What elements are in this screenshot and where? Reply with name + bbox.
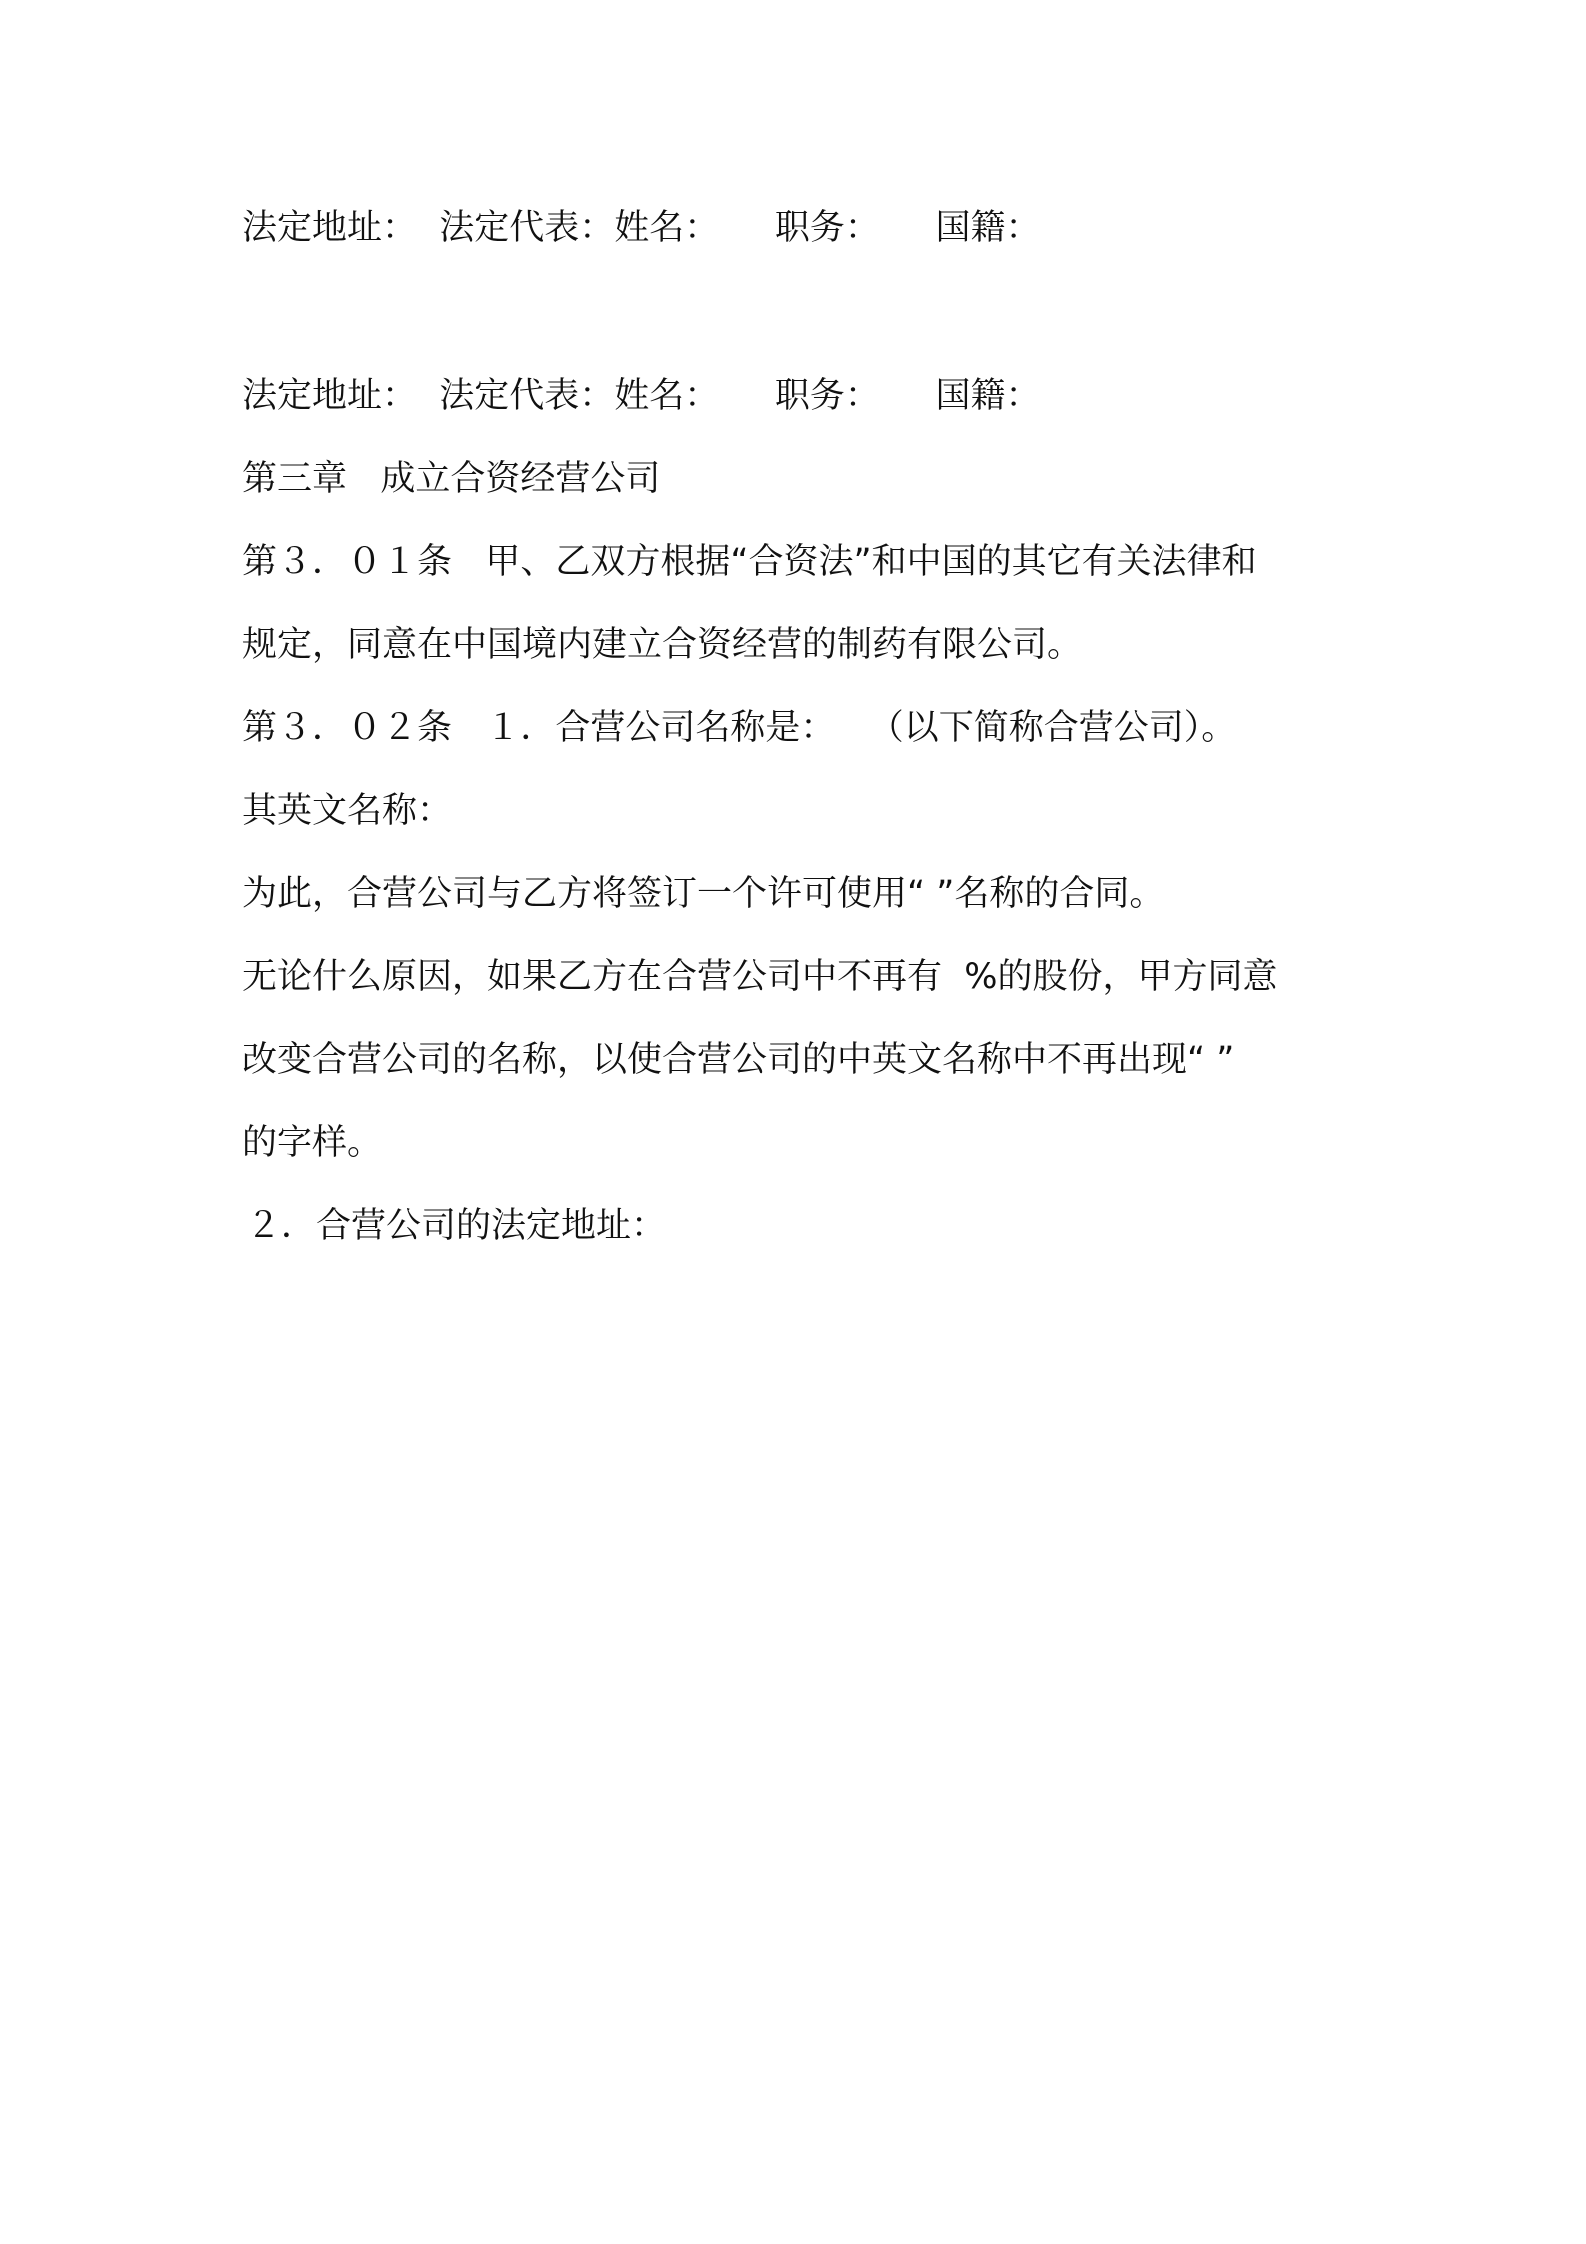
legal-address-line-2: 法定地址： 法定代表：姓名： 职务： 国籍： (242, 376, 1041, 416)
article-3-01-line-1: 第３．０１条 甲、乙双方根据“合资法”和中国的其它有关法律和 (242, 542, 1257, 582)
legal-address-line-1: 法定地址： 法定代表：姓名： 职务： 国籍： (242, 208, 1041, 248)
name-change-line-2: 改变合营公司的名称，以使合营公司的中英文名称中不再出现“ ” (242, 1040, 1235, 1080)
name-change-line-3: 的字样。 (242, 1123, 383, 1163)
chapter-heading: 第三章 成立合资经营公司 (242, 459, 661, 499)
name-change-line-1: 无论什么原因，如果乙方在合营公司中不再有 %的股份，甲方同意 (242, 957, 1278, 997)
article-3-01-line-2: 规定，同意在中国境内建立合资经营的制药有限公司。 (242, 625, 1083, 665)
license-contract-line: 为此，合营公司与乙方将签订一个许可使用“ ”名称的合同。 (242, 874, 1165, 914)
legal-address-item-2: ２．合营公司的法定地址： (246, 1206, 667, 1246)
article-3-02-line-1: 第３．０２条 １．合营公司名称是： （以下简称合营公司）。 (242, 708, 1237, 748)
english-name-line: 其英文名称： (242, 791, 453, 831)
